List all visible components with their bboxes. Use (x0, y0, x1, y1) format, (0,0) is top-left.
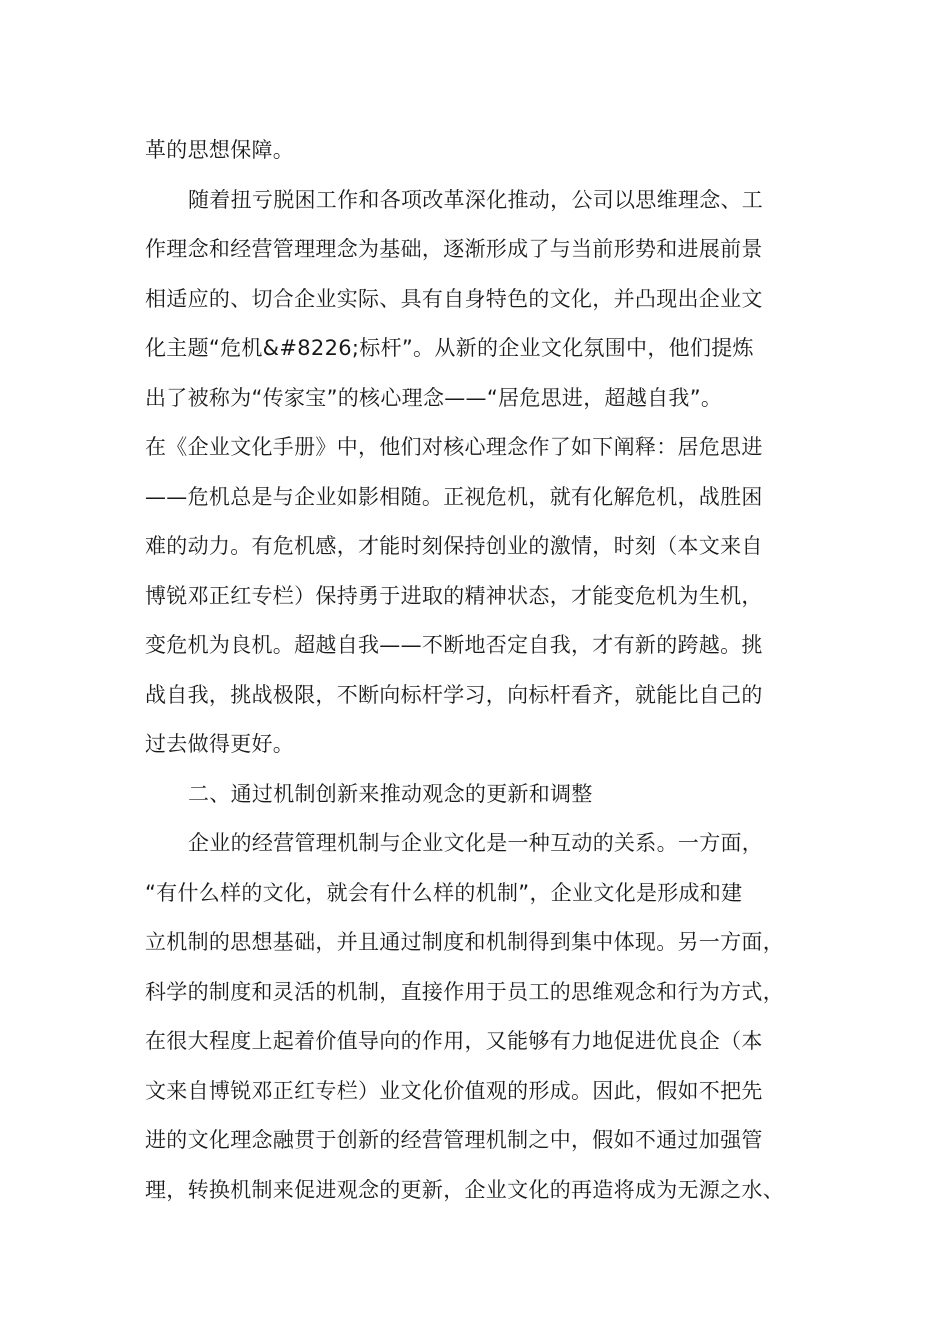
text-line: 过去做得更好。 (145, 732, 295, 756)
text-line: 立机制的思想基础，并且通过制度和机制得到集中体现。另一方面， (145, 930, 784, 954)
text-line: 作理念和经营管理理念为基础，逐渐形成了与当前形势和进展前景 (145, 237, 763, 261)
text-line: 科学的制度和灵活的机制，直接作用于员工的思维观念和行为方式， (145, 979, 784, 1004)
text-line: 理，转换机制来促进观念的更新，企业文化的再造将成为无源之水、 (145, 1177, 784, 1202)
paragraph-start-line: 企业的经营管理机制与企业文化是一种互动的关系。一方面， (188, 831, 764, 855)
body-text (145, 126, 825, 1215)
text-line: “有什么样的文化，就会有什么样的机制”，企业文化是形成和建 (145, 880, 743, 905)
text-line: 变危机为良机。超越自我——不断地否定自我，才有新的跨越。挑 (145, 633, 763, 657)
text-line: 博锐邓正红专栏）保持勇于进取的精神状态，才能变危机为生机， (145, 583, 763, 608)
text-line: 文来自博锐邓正红专栏）业文化价值观的形成。因此，假如不把先 (145, 1078, 763, 1103)
text-line: 在《企业文化手册》中，他们对核心理念作了如下阐释：居危思进 (145, 435, 763, 459)
paragraph-start-line: 随着扭亏脱困工作和各项改革深化推动，公司以思维理念、工 (188, 187, 764, 212)
text-line: 革的思想保障。 (145, 138, 295, 162)
text-line: 难的动力。有危机感，才能时刻保持创业的激情，时刻（本文来自 (145, 534, 763, 558)
text-line: 战自我，挑战极限，不断向标杆学习，向标杆看齐，就能比自己的 (145, 682, 763, 707)
text-line: 进的文化理念融贯于创新的经营管理机制之中，假如不通过加强管 (145, 1128, 763, 1152)
text-line: 化主题“危机&#8226;标杆”。从新的企业文化氛围中，他们提炼 (145, 336, 754, 360)
text-line: 相适应的、切合企业实际、具有自身特色的文化，并凸现出企业文 (145, 286, 763, 311)
section-heading: 二、通过机制创新来推动观念的更新和调整 (188, 781, 593, 806)
text-line: 出了被称为“传家宝”的核心理念——“居危思进，超越自我”。 (145, 385, 723, 410)
text-line: ——危机总是与企业如影相随。正视危机，就有化解危机，战胜困 (145, 484, 763, 509)
text-line: 在很大程度上起着价值导向的作用，又能够有力地促进优良企（本 (145, 1029, 763, 1053)
